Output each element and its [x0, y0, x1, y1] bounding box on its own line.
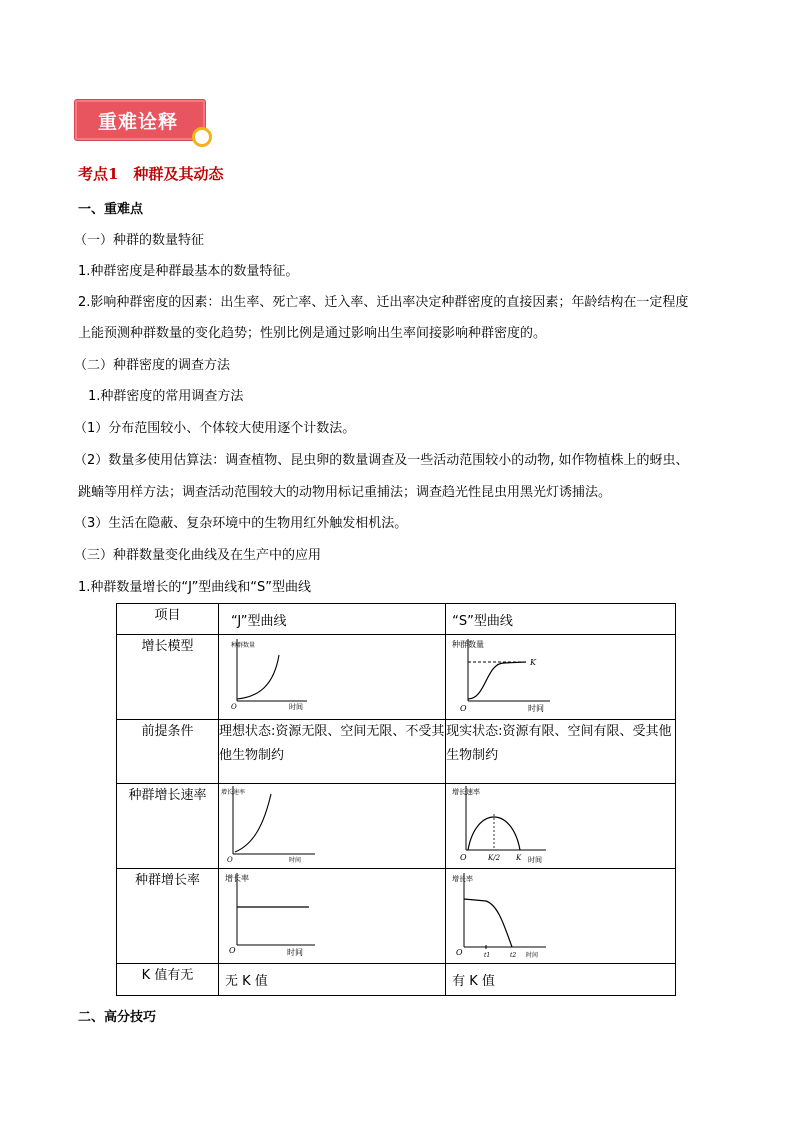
row-label-speed: 种群增长速率 — [117, 784, 219, 869]
table-header-row — [117, 604, 676, 635]
s-model-graph — [446, 635, 566, 715]
s-k-value: 有 K 值 — [446, 964, 676, 996]
section-badge — [74, 99, 214, 149]
header-j-curve: “J”型曲线 — [219, 604, 446, 635]
s-speed-xlabel: 时间 — [528, 856, 543, 864]
s-rate-xlabel: 时间 — [526, 952, 539, 959]
j-speed-xlabel: 时间 — [289, 857, 302, 864]
j-speed-cell — [219, 784, 446, 869]
paragraph-2-line-1: 2.影响种群密度的因素：出生率、死亡率、迁入率、迁出率决定种群密度的直接因素；年龄结构在一定程度 — [78, 295, 689, 310]
s-condition-text: 现实状态:资源有限、空间有限、受其他生物制约 — [446, 720, 676, 784]
j-model-cell — [219, 635, 446, 720]
section-title: 考点1 种群及其动态 — [78, 165, 224, 183]
j-model-origin: O — [231, 703, 237, 711]
paragraph-2-line-2: 上能预测种群数量的变化趋势；性别比例是通过影响出生率间接影响种群密度的。 — [78, 326, 547, 341]
curve-comparison-table — [116, 603, 676, 996]
heading-one: 一、重难点 — [78, 202, 144, 217]
subheading-2: （二）种群密度的调查方法 — [74, 358, 231, 373]
j-rate-ylabel: 增长率 — [225, 874, 249, 883]
j-speed-ylabel: 增长速率 — [221, 789, 246, 796]
table-row-speed — [117, 784, 676, 869]
j-rate-graph — [219, 869, 329, 959]
row-label-model: 增长模型 — [117, 635, 219, 720]
j-model-ylabel-1: 种群数量 — [231, 642, 256, 649]
paragraph-7: 1.种群数量增长的“J”型曲线和“S”型曲线 — [78, 580, 312, 595]
s-speed-ylabel: 增长速率 — [452, 788, 481, 796]
s-rate-cell — [446, 869, 676, 964]
paragraph-4: （1）分布范围较小、个体较大使用逐个计数法。 — [74, 421, 356, 436]
table-row-rate — [117, 869, 676, 964]
s-speed-k: K — [516, 854, 522, 862]
s-rate-origin: O — [456, 948, 463, 957]
s-model-xlabel: 时间 — [528, 704, 545, 713]
s-speed-k-half: K/2 — [488, 854, 501, 862]
s-rate-t2: t2 — [510, 952, 517, 959]
row-label-rate: 种群增长率 — [117, 869, 219, 964]
s-model-ylabel: 种群数量 — [452, 640, 485, 649]
paragraph-5-line-1: （2）数量多使用估算法：调查植物、昆虫卵的数量调查及一些活动范围较小的动物, 如作物植株上的蚜虫、 — [74, 453, 689, 468]
header-s-curve: “S”型曲线 — [446, 604, 676, 635]
header-item: 项目 — [117, 604, 219, 635]
s-rate-ylabel: 增长率 — [452, 875, 474, 883]
table-row-model — [117, 635, 676, 720]
j-condition-text: 理想状态:资源无限、空间无限、不受其他生物制约 — [219, 720, 446, 784]
subheading-3: （三）种群数量变化曲线及在生产中的应用 — [74, 548, 322, 563]
s-speed-cell — [446, 784, 676, 869]
paragraph-5-line-2: 跳蝻等用样方法；调查活动范围较大的动物用标记重捕法；调查趋光性昆虫用黑光灯诱捕法。 — [78, 485, 612, 500]
paragraph-1: 1.种群密度是种群最基本的数量特征。 — [78, 264, 299, 279]
s-model-origin: O — [460, 704, 467, 713]
paragraph-3: 1.种群密度的常用调查方法 — [88, 389, 244, 404]
subheading-1: （一）种群的数量特征 — [74, 233, 205, 248]
s-model-k-label: K — [530, 658, 537, 667]
s-rate-t1: t1 — [484, 952, 491, 959]
row-label-condition: 前提条件 — [117, 720, 219, 784]
j-model-xlabel: 时间 — [289, 703, 303, 711]
j-rate-origin: O — [229, 946, 236, 955]
j-k-value: 无 K 值 — [219, 964, 446, 996]
j-rate-xlabel: 时间 — [287, 948, 303, 957]
j-speed-graph — [219, 784, 329, 864]
table-row-k — [117, 964, 676, 996]
heading-two: 二、高分技巧 — [78, 1010, 157, 1025]
j-rate-cell — [219, 869, 446, 964]
s-speed-origin: O — [460, 853, 467, 862]
j-model-graph — [219, 635, 319, 715]
s-model-cell — [446, 635, 676, 720]
paragraph-6: （3）生活在隐蔽、复杂环境中的生物用红外触发相机法。 — [74, 516, 408, 531]
table-row-condition — [117, 720, 676, 784]
badge-ring-icon — [192, 127, 212, 147]
s-speed-graph — [446, 784, 566, 864]
row-label-k: K 值有无 — [117, 964, 219, 996]
j-speed-origin: O — [227, 856, 233, 864]
s-rate-graph — [446, 869, 566, 959]
badge-label: 重难诠释 — [98, 111, 179, 133]
